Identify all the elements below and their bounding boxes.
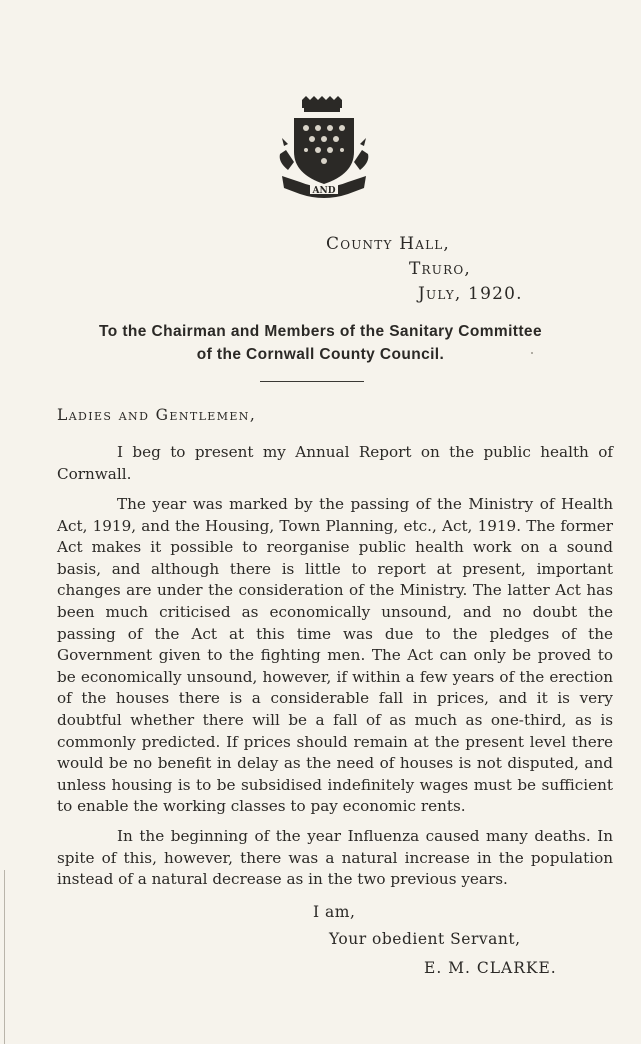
paragraph-1: I beg to present my Annual Report on the public health of Cornwall.: [57, 443, 613, 483]
speck: [531, 352, 533, 354]
divider-rule: [260, 381, 364, 382]
valediction: Your obedient Servant,: [329, 930, 521, 948]
crest-motto: AND: [312, 186, 336, 196]
page-edge: [4, 870, 5, 1044]
signature: E. M. CLARKE.: [424, 959, 557, 977]
addressee-line-2: of the Cornwall County Council.: [196, 346, 445, 363]
address-line-1: County Hall,: [326, 234, 451, 254]
addressee-line-1: To the Chairman and Members of the Sanitary Committee: [99, 323, 542, 340]
address-line-3: July, 1920.: [418, 284, 523, 304]
address-line-2: Truro,: [409, 259, 471, 279]
closing-line: I am,: [313, 903, 356, 921]
salutation: Ladies and Gentlemen,: [57, 406, 257, 424]
paragraph-2: The year was marked by the passing of the Ministry of Health Act, 1919, and the Housing, Town Planning, etc., Act, 1919. The former Act makes it possible to reorganise public health work on a sound basis, and although there is little to report at present, important changes are under the consideration of the Ministry. The latter Act has been much criticised as economically unsound, and no doubt the passing of the Act at this time was due to the pledges of the Government given to the fighting men. The Act can only be proved to be economically unsound, however, if within a few years of the erection of the houses there is a considerable fall in prices, and it is very doubtful whether there will be a fall of as much as one-third, as is commonly predicted. If prices should remain at the present level there would be no benefit in delay as the need of houses is not disputed, and unless housing is to be subsidised indefinitely wages must be sufficient to enable the working classes to pay economic rents.: [57, 495, 613, 816]
cornwall-crest-icon: [276, 96, 372, 200]
paragraph-3: In the beginning of the year Influenza caused many deaths. In spite of this, however, there was a natural increase in the population instead of a natural decrease as in the two previous years.: [57, 827, 613, 889]
